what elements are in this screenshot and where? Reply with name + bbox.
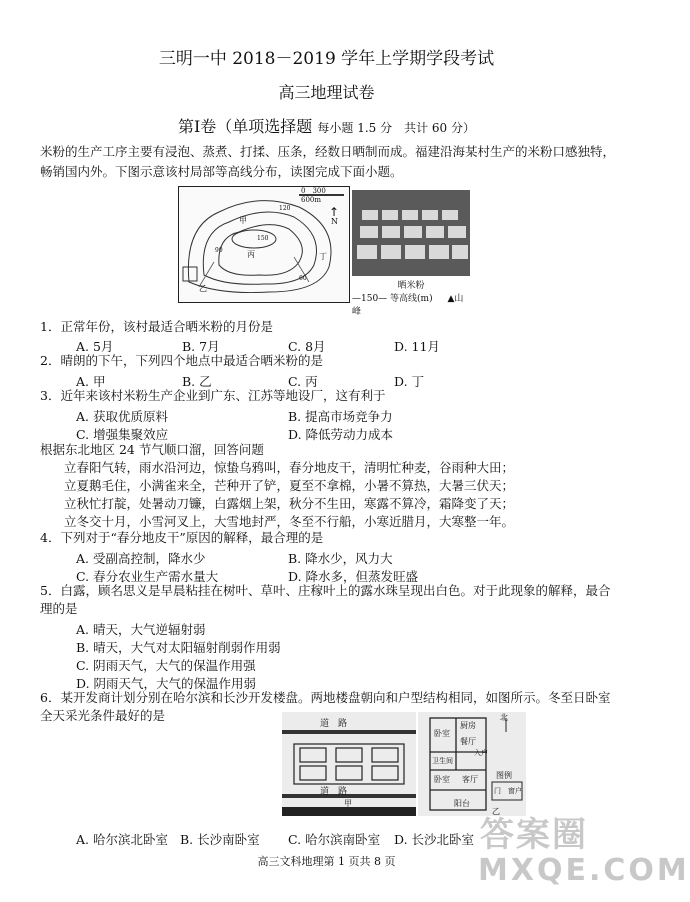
room-kitchen: 厨房 (460, 721, 476, 730)
subject-title: 高三地理试卷 (278, 83, 375, 102)
contour-value-120: 120 (279, 205, 291, 212)
room-bathroom: 卫生间 (432, 757, 453, 765)
intro-line-1: 米粉的生产工序主要有浸泡、蒸煮、打揉、压条，经数日晒制而成。福建沿海某村生产的米粉口感独特， (40, 144, 616, 159)
contour-value-150: 150 (257, 235, 269, 242)
room-bedroom-south: 卧室 (434, 775, 450, 784)
watermark-line-2: MXQE.COM (478, 853, 690, 888)
point-ding: 丁 (319, 252, 327, 261)
page-footer: 高三文科地理第 1 页共 8 页 (257, 855, 396, 868)
q4-option-b[interactable]: B. 降水少，风力大 (288, 551, 393, 566)
north-arrow-icon: ↑ (329, 205, 340, 219)
room-bedroom-north: 卧室 (434, 729, 450, 738)
q3-option-b[interactable]: B. 提高市场竞争力 (288, 409, 393, 424)
q1-option-c[interactable]: C. 8月 (288, 339, 326, 354)
q6-option-c[interactable]: C. 哈尔滨南卧室 (288, 832, 381, 847)
room-entry: 入户 (474, 749, 488, 757)
q6-option-a[interactable]: A. 哈尔滨北卧室 (76, 832, 168, 847)
contour-value-60: 60 (299, 275, 307, 282)
section-title (0, 114, 653, 137)
watermark-line-1: 答案圈 (480, 815, 588, 855)
contour-map-figure (178, 186, 350, 303)
point-yi: 乙 (199, 284, 207, 293)
section-title-note: 每小题 1.5 分 共计 60 分） (317, 121, 476, 135)
poem-intro: 根据东北地区 24 节气顺口溜，回答问题 (40, 442, 264, 457)
q3-option-a[interactable]: A. 获取优质原料 (76, 409, 168, 424)
q6-stem-1: 6．某开发商计划分别在哈尔滨和长沙开发楼盘。两地楼盘朝向和户型结构相同，如图所示。冬至日卧室 (40, 690, 611, 705)
q1-option-b[interactable]: B. 7月 (182, 339, 220, 354)
point-jia: 甲 (239, 216, 247, 225)
q2-option-c[interactable]: C. 丙 (288, 374, 318, 389)
road-label-bottom: 道 路 (320, 787, 348, 797)
point-bing: 丙 (247, 250, 255, 259)
q5-option-c[interactable]: C. 阴雨天气，大气的保温作用强 (76, 658, 256, 673)
poem-line-1: 立春阳气转，雨水沿河边，惊蛰乌鸦叫，春分地皮干，清明忙种麦，谷雨种大田； (64, 460, 515, 475)
plan-north-label: 北 (500, 713, 508, 722)
exam-title: 三明一中 2018－2019 学年上学期学段考试 (158, 49, 495, 69)
room-dining: 餐厅 (460, 737, 476, 746)
q1-stem: 1．正常年份，该村最适合晒米粉的月份是 (40, 319, 273, 334)
poem-line-2: 立夏鹅毛住，小满雀来全，芒种开了铲，夏至不拿棉，小暑不算热，大暑三伏天； (64, 478, 515, 493)
plan-legend-title: 图例 (496, 771, 512, 780)
q3-stem: 3．近年来该村米粉生产企业到广东、江苏等地设厂，这有利于 (40, 388, 386, 403)
section-title-main: 第Ⅰ卷（单项选择题 (177, 117, 313, 136)
map-legend (352, 291, 470, 317)
legend-contour: —150— 等高线(m) (352, 294, 433, 304)
q4-option-c[interactable]: C. 春分农业生产需水量大 (76, 569, 219, 584)
q6-option-b[interactable]: B. 长沙南卧室 (180, 832, 260, 847)
q5-option-a[interactable]: A. 晴天，大气逆辐射弱 (76, 622, 206, 637)
drying-photo (352, 190, 470, 276)
q5-option-d[interactable]: D. 阴雨天气，大气的保温作用弱 (76, 676, 257, 691)
q5-stem-2: 理的是 (40, 601, 78, 616)
contour-value-90: 90 (215, 247, 223, 254)
q2-option-a[interactable]: A. 甲 (76, 374, 106, 389)
q2-option-d[interactable]: D. 丁 (394, 374, 425, 389)
drying-racks-drawing (352, 190, 470, 276)
q1-option-d[interactable]: D. 11月 (394, 339, 440, 354)
map-scale-label: 0 300 600m (301, 187, 333, 204)
poem-line-3: 立秋忙打靛，处暑动刀镰，白露烟上架，秋分不生田，寒露不算冷，霜降变了天； (64, 496, 515, 511)
yi-label: 乙 (492, 807, 500, 816)
q5-stem-1: 5．白露，顾名思义是早晨粘挂在树叶、草叶、庄稼叶上的露水珠呈现出白色。对于此现象的解释，最合 (40, 583, 611, 598)
room-balcony: 阳台 (454, 799, 470, 808)
watermark (470, 805, 690, 890)
q4-stem: 4．下列对于“春分地皮干”原因的解释，最合理的是 (40, 530, 324, 545)
q6-option-d[interactable]: D. 长沙北卧室 (394, 832, 475, 847)
q5-option-b[interactable]: B. 晴天，大气对太阳辐射削弱作用弱 (76, 640, 281, 655)
q4-option-a[interactable]: A. 受副高控制，降水少 (76, 551, 206, 566)
photo-caption-area (352, 278, 470, 317)
q6-stem-2: 全天采光条件最好的是 (40, 708, 166, 723)
q3-option-d[interactable]: D. 降低劳动力成本 (288, 427, 394, 442)
north-label: N (331, 217, 338, 226)
poem-line-4: 立冬交十月，小雪河叉上，大雪地封严，冬至不行船，小寒近腊月，大寒整一年。 (64, 514, 515, 529)
photo-caption: 晒米粉 (397, 281, 425, 291)
room-living: 客厅 (462, 775, 478, 784)
jia-label: 甲 (344, 799, 352, 808)
floor-plan-figure (418, 712, 526, 816)
q1-option-a[interactable]: A. 5月 (76, 339, 114, 354)
plan-legend-items: 门 窗户 (494, 787, 522, 795)
intro-line-2: 畅销国内外。下图示意该村局部等高线分布，读图完成下面小题。 (40, 164, 403, 179)
q2-stem: 2．晴朗的下午，下列四个地点中最适合晒米粉的是 (40, 353, 323, 368)
legend-peak: ▲山峰 (352, 294, 464, 317)
q4-option-d[interactable]: D. 降水多，但蒸发旺盛 (288, 569, 419, 584)
q2-option-b[interactable]: B. 乙 (182, 374, 212, 389)
q3-option-c[interactable]: C. 增强集聚效应 (76, 427, 169, 442)
road-label-top: 道 路 (320, 719, 348, 729)
